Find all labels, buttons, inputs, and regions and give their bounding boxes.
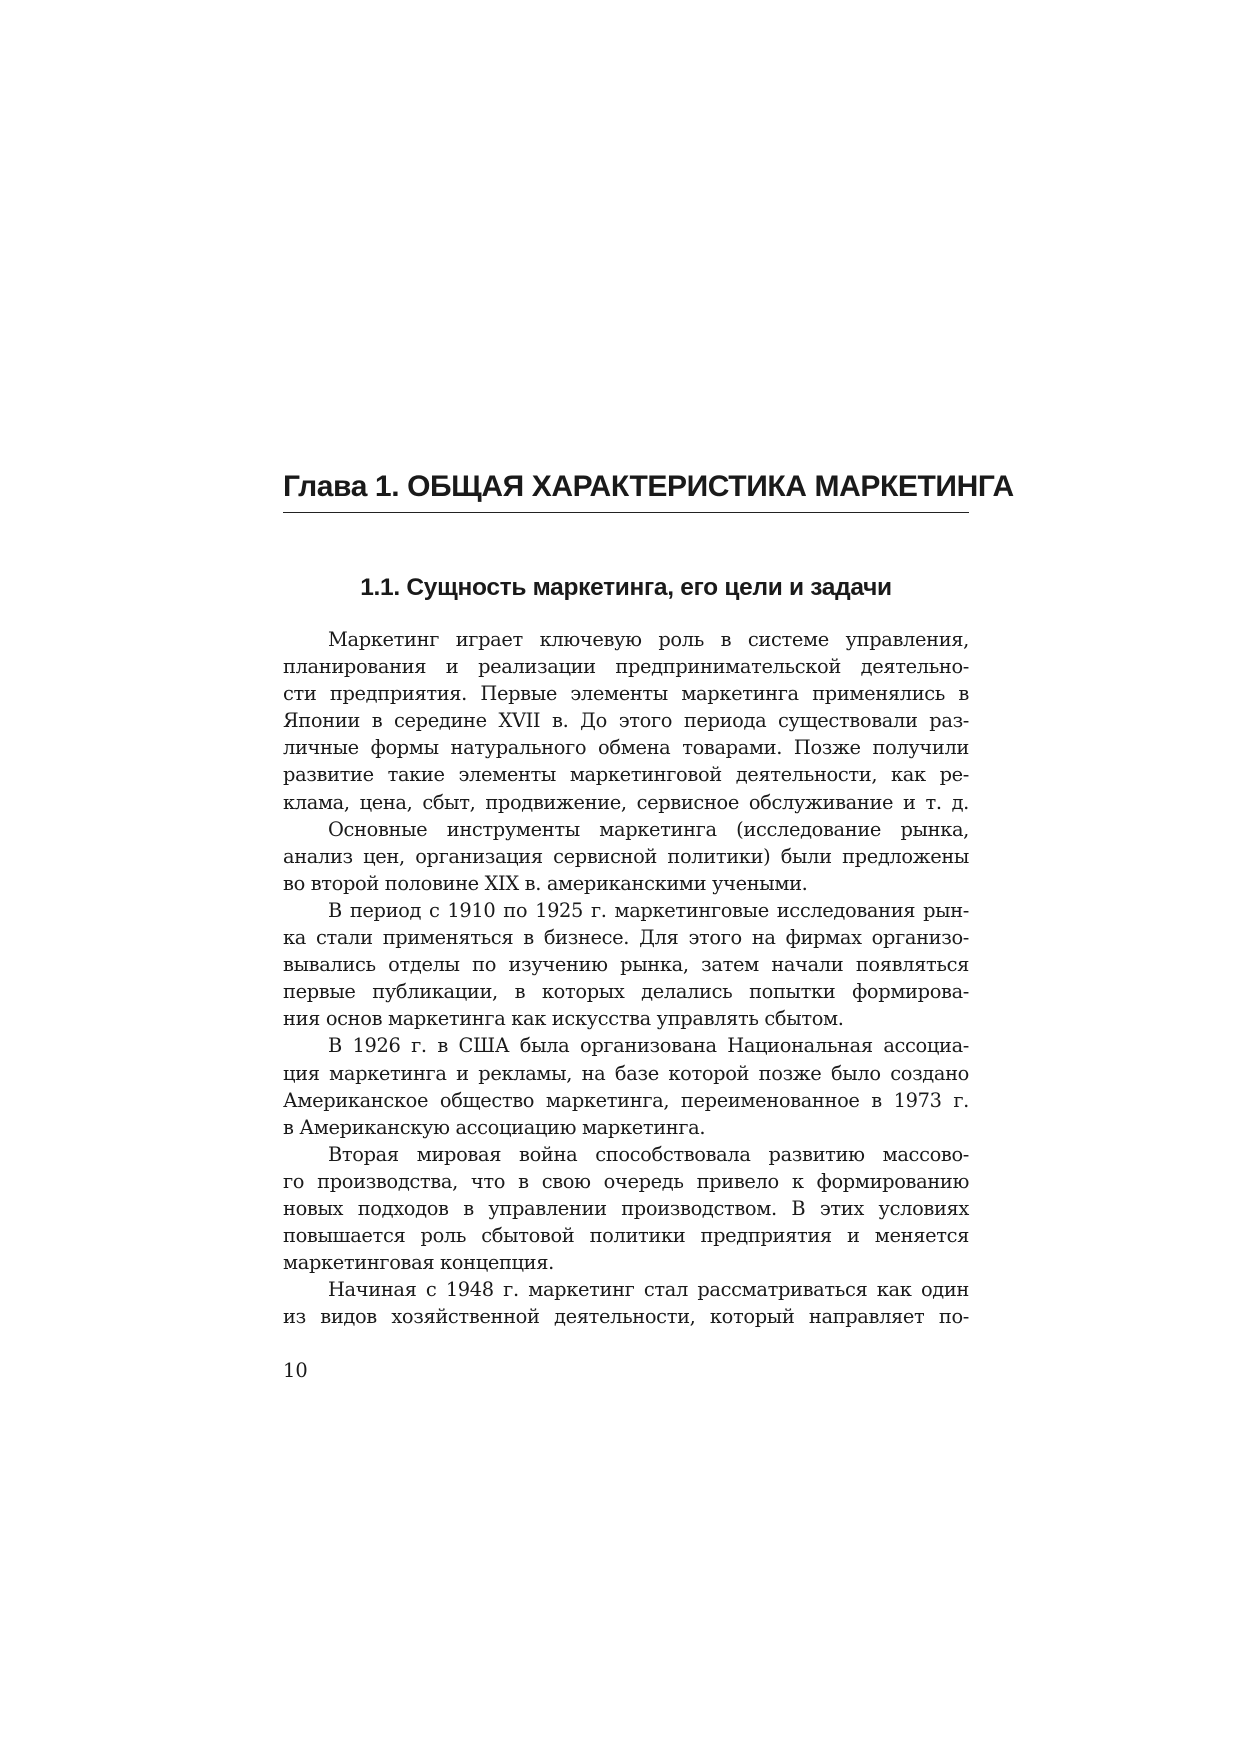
paragraph-5 (283, 1141, 969, 1276)
text-line: ка стали применяться в бизнесе. Для этого на фирмах организо- (283, 926, 969, 950)
text-line: анализ цен, организация сервисной политики) были предложены (283, 844, 969, 868)
text-line: Начиная с 1948 г. маркетинг стал рассматриваться как один (328, 1278, 969, 1302)
text-line: развитие такие элементы маркетинговой деятельности, как ре- (283, 763, 969, 787)
paragraph-2 (283, 816, 969, 897)
section-title: 1.1. Сущность маркетинга, его цели и задачи (360, 574, 892, 601)
text-line: В период с 1910 по 1925 г. маркетинговые исследования рын- (328, 898, 969, 922)
text-line: Основные инструменты маркетинга (исследование рынка, (328, 817, 969, 841)
paragraph-3 (283, 897, 969, 1032)
text-line: В 1926 г. в США была организована Национальная ассоциа- (328, 1034, 969, 1058)
text-line: во второй половине XIX в. американскими учеными. (283, 871, 808, 895)
text-line: личные формы натурального обмена товарами. Позже получили (283, 736, 969, 760)
text-line: клама, цена, сбыт, продвижение, сервисное обслуживание и т. д. (283, 790, 969, 814)
text-line: ция маркетинга и рекламы, на базе которой позже было создано (283, 1061, 969, 1085)
text-line: планирования и реализации предпринимательской деятельно- (283, 655, 969, 679)
chapter-title: Глава 1. ОБЩАЯ ХАРАКТЕРИСТИКА МАРКЕТИНГА (283, 470, 1014, 503)
paragraph-1 (283, 626, 969, 816)
text-line: в Американскую ассоциацию маркетинга. (283, 1115, 706, 1139)
chapter-title-underline (283, 512, 969, 513)
body-text (283, 626, 969, 1330)
paragraph-4 (283, 1032, 969, 1140)
page-number: 10 (283, 1359, 308, 1382)
text-line: Маркетинг играет ключевую роль в системе управления, (328, 628, 969, 651)
text-line: вывались отделы по изучению рынка, затем начали появляться (283, 953, 969, 977)
text-line: из видов хозяйственной деятельности, который направляет по- (283, 1305, 969, 1329)
text-line: ния основ маркетинга как искусства управлять сбытом. (283, 1007, 844, 1031)
text-line: Японии в середине XVII в. До этого периода существовали раз- (283, 709, 969, 733)
text-line: го производства, что в свою очередь привело к формированию (283, 1169, 969, 1193)
text-line: первые публикации, в которых делались попытки формирова- (283, 980, 969, 1004)
text-line: сти предприятия. Первые элементы маркетинга применялись в (283, 682, 969, 706)
text-line: новых подходов в управлении производством. В этих условиях (283, 1196, 969, 1220)
text-line: маркетинговая концепция. (283, 1251, 554, 1275)
text-line: Вторая мировая война способствовала развитию массово- (328, 1142, 969, 1166)
paragraph-6 (283, 1276, 969, 1330)
text-line: Американское общество маркетинга, переименованное в 1973 г. (283, 1088, 969, 1112)
text-line: повышается роль сбытовой политики предприятия и меняется (283, 1224, 969, 1248)
